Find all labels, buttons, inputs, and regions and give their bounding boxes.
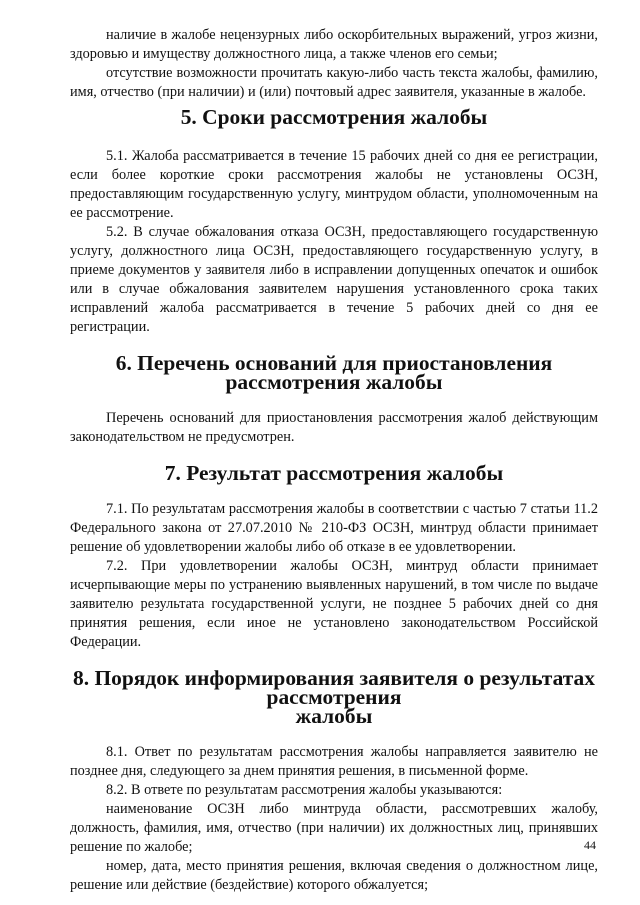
section-title-line-2: жалобы: [295, 704, 373, 728]
paragraph: 5.1. Жалоба рассматривается в течение 15 рабочих дней со дня ее регистрации, если более короткие сроки рассмотрения жалобы не установлены ОСЗН, предоставляющим государственную услугу, минтрудом области, уполномоченным на ее рассмотрение.: [70, 148, 598, 221]
paragraph: 8.1. Ответ по результатам рассмотрения жалобы направляется заявителю не позднее дня, следующего за днем принятия решения, в письменной форме.: [70, 744, 598, 779]
section-title: 7. Результат рассмотрения жалобы: [164, 461, 504, 485]
paragraph: отсутствие возможности прочитать какую-либо часть текста жалобы, фамилию, имя, отчество (при наличии) и (или) почтовый адрес заявителя, указанные в жалобе.: [70, 65, 598, 100]
paragraph: наименование ОСЗН либо минтруда области, рассмотревших жалобу, должность, фамилия, имя, отчество (при наличии) их должностных лиц, принявших решение по жалобе;: [70, 801, 598, 855]
paragraph: 7.1. По результатам рассмотрения жалобы в соответствии с частью 7 статьи 11.2 Федерального закона от 27.07.2010 № 210-ФЗ ОСЗН, минтруд области принимает решение об удовлетворении жалобы либо об отказе в ее удовлетворении.: [70, 501, 598, 555]
section-title: [70, 666, 598, 728]
paragraph: 7.2. При удовлетворении жалобы ОСЗН, минтруд области принимает исчерпывающие меры по устранению выявленных нарушений, в том числе по выдаче заявителю результата государственной услуги, не позднее 5 рабочих дней со дня принятия решения, если иное не установлено законодательством Российской Федерации.: [70, 558, 598, 650]
paragraph: номер, дата, место принятия решения, включая сведения о должностном лице, решение или действие (бездействие) которого обжалуется;: [70, 858, 598, 893]
paragraph: 8.2. В ответе по результатам рассмотрения жалобы указываются:: [106, 782, 503, 798]
paragraph: наличие в жалобе нецензурных либо оскорбительных выражений, угроз жизни, здоровью и имуществу должностного лица, а также членов его семьи;: [70, 27, 598, 62]
section-title: 6. Перечень оснований для приостановления рассмотрения жалобы: [115, 351, 553, 394]
paragraph: 5.2. В случае обжалования отказа ОСЗН, предоставляющего государственную услугу, должностного лица ОСЗН, предоставляющего государственную услугу, в приеме документов у заявителя либо в исправлении допущенных опечаток и ошибок или в случае обжалования заявителем нарушения установленного срока таких исправлений жалоба рассматривается в течение 5 рабочих дней со дня ее регистрации.: [70, 224, 598, 335]
section-title: 5. Сроки рассмотрения жалобы: [180, 105, 488, 129]
page-number: 44: [584, 838, 596, 852]
document-page: [70, 26, 598, 895]
paragraph: Перечень оснований для приостановления рассмотрения жалоб действующим законодательством не предусмотрен.: [70, 410, 598, 445]
section-title-line-1: 8. Порядок информирования заявителя о результатах рассмотрения: [73, 666, 595, 709]
